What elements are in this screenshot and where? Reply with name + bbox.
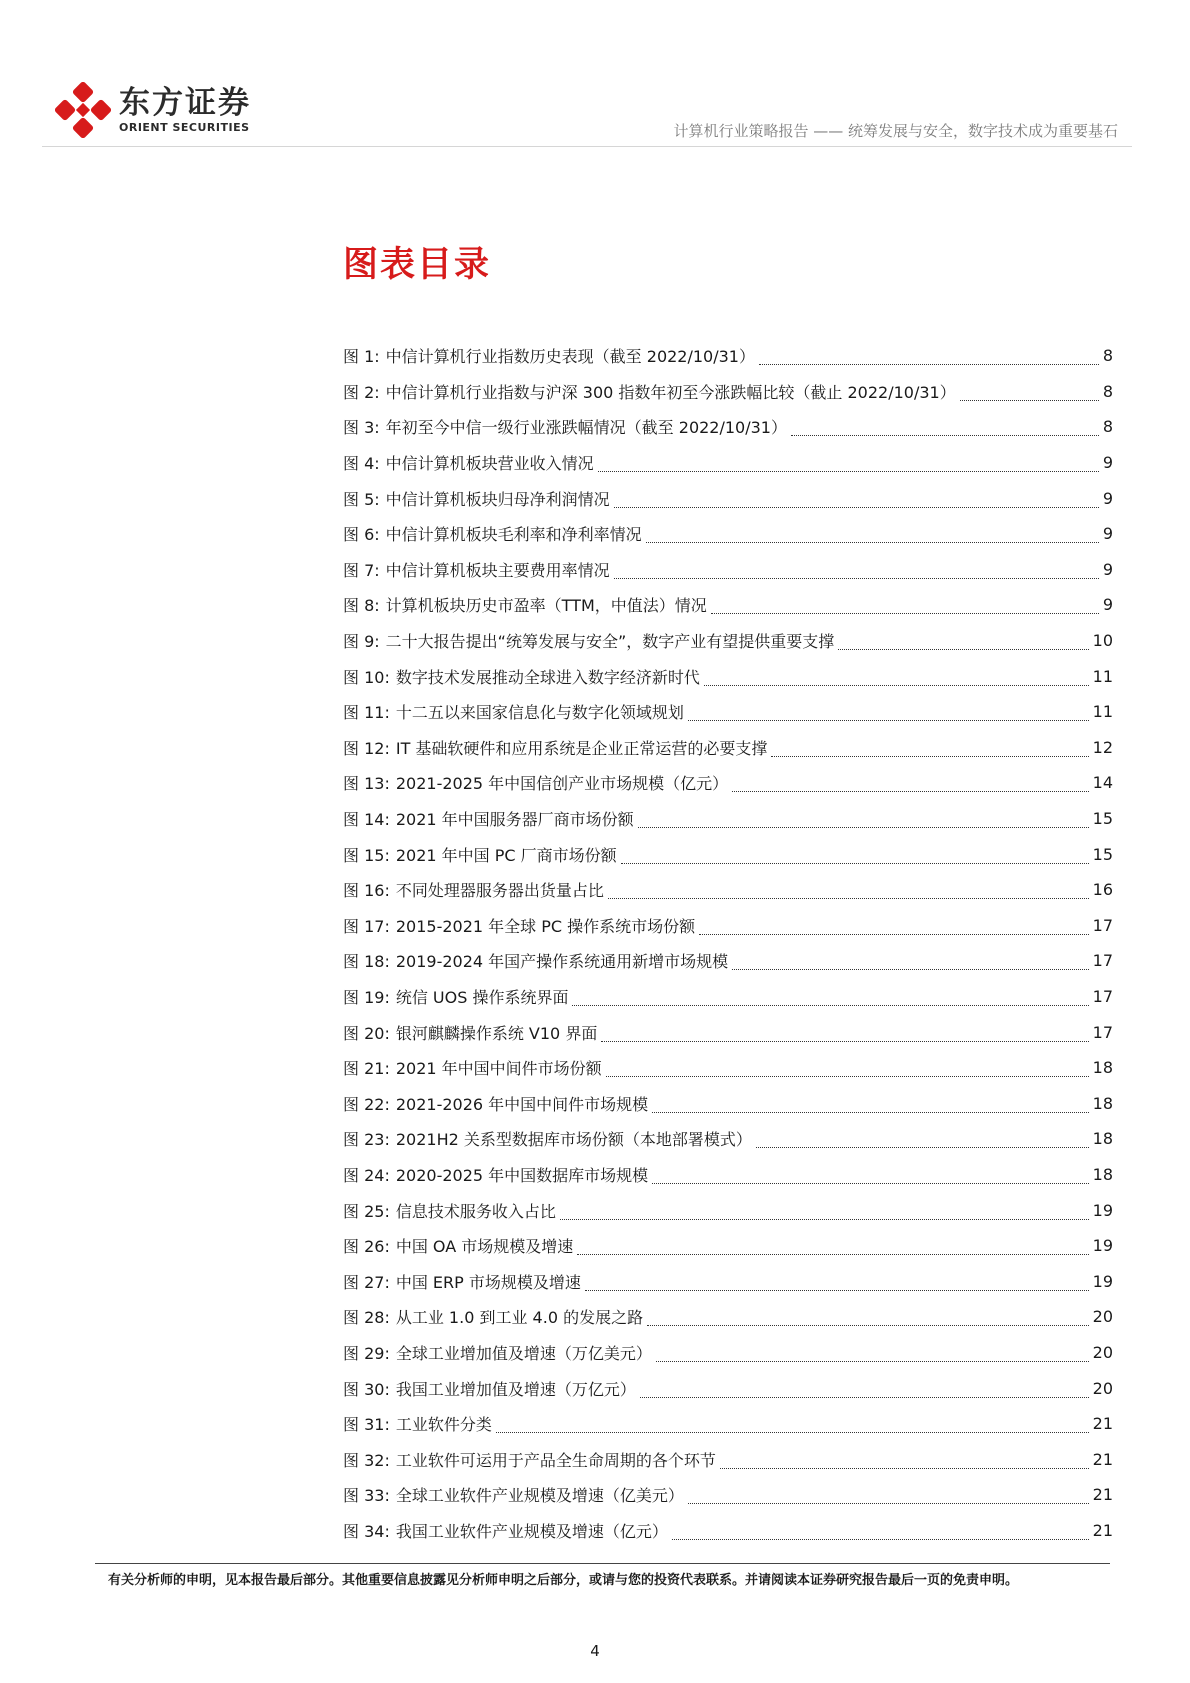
toc-entry-title: 中信计算机板块归母净利润情况 — [385, 489, 610, 509]
toc-leader-dots — [585, 1276, 1089, 1291]
toc-leader-dots — [704, 671, 1089, 686]
toc-entry-title: 2021 年中国中间件市场份额 — [395, 1059, 602, 1079]
toc-entry[interactable] — [343, 552, 1113, 588]
toc-entry-page: 8 — [1102, 346, 1113, 366]
toc-entry-title: 银河麒麟操作系统 V10 界面 — [395, 1023, 598, 1043]
brand-logo — [55, 82, 251, 138]
toc-entry-page: 17 — [1092, 1022, 1113, 1042]
toc-entry-page: 15 — [1092, 844, 1113, 864]
toc-entry-page: 19 — [1092, 1236, 1113, 1256]
toc-leader-dots — [640, 1383, 1089, 1398]
toc-entry-label: 图 22: — [343, 1094, 390, 1114]
toc-entry-page: 9 — [1102, 488, 1113, 508]
toc-leader-dots — [656, 1347, 1089, 1362]
toc-leader-dots — [572, 991, 1088, 1006]
toc-entry-label: 图 20: — [343, 1023, 390, 1043]
toc-entry-title: 2015-2021 年全球 PC 操作系统市场份额 — [395, 916, 696, 936]
brand-name-en: ORIENT SECURITIES — [119, 120, 250, 134]
toc-entry-title: 年初至今中信一级行业涨跌幅情况（截至 2022/10/31） — [385, 418, 787, 438]
toc-entry[interactable] — [343, 658, 1113, 694]
toc-entry[interactable] — [343, 1441, 1113, 1477]
toc-entry-label: 图 5: — [343, 489, 380, 509]
header-divider — [42, 146, 1132, 147]
toc-entry-label: 图 14: — [343, 810, 390, 830]
toc-leader-dots — [711, 599, 1099, 614]
toc-entry-title: 计算机板块历史市盈率（TTM，中值法）情况 — [385, 596, 707, 616]
toc-entry-label: 图 2: — [343, 382, 380, 402]
toc-entry[interactable] — [343, 943, 1113, 979]
toc-entry-label: 图 8: — [343, 596, 380, 616]
toc-entry[interactable] — [343, 338, 1113, 374]
toc-entry-title: 从工业 1.0 到工业 4.0 的发展之路 — [395, 1308, 644, 1328]
toc-entry-page: 9 — [1102, 559, 1113, 579]
orient-logo-icon — [55, 82, 111, 138]
toc-entry-label: 图 3: — [343, 418, 380, 438]
toc-entry[interactable] — [343, 1406, 1113, 1442]
toc-entry-label: 图 21: — [343, 1059, 390, 1079]
toc-leader-dots — [732, 777, 1088, 792]
toc-entry[interactable] — [343, 480, 1113, 516]
toc-entry[interactable] — [343, 872, 1113, 908]
toc-entry-title: 全球工业增加值及增速（万亿美元） — [395, 1343, 652, 1363]
toc-entry-page: 8 — [1102, 417, 1113, 437]
toc-entry[interactable] — [343, 1192, 1113, 1228]
toc-entry-label: 图 26: — [343, 1237, 390, 1257]
toc-entry-page: 18 — [1092, 1129, 1113, 1149]
toc-entry[interactable] — [343, 1513, 1113, 1549]
toc-leader-dots — [560, 1205, 1089, 1220]
toc-entry-title: 2021 年中国服务器厂商市场份额 — [395, 810, 634, 830]
toc-entry-title: 全球工业软件产业规模及增速（亿美元） — [395, 1486, 684, 1506]
toc-entry-title: 我国工业增加值及增速（万亿元） — [395, 1379, 636, 1399]
toc-entry[interactable] — [343, 516, 1113, 552]
toc-entry-page: 19 — [1092, 1200, 1113, 1220]
toc-entry-page: 17 — [1092, 915, 1113, 935]
toc-leader-dots — [771, 742, 1088, 757]
toc-entry[interactable] — [343, 1370, 1113, 1406]
toc-leader-dots — [688, 706, 1089, 721]
toc-entry[interactable] — [343, 1228, 1113, 1264]
toc-entry-page: 20 — [1092, 1378, 1113, 1398]
toc-leader-dots — [601, 1027, 1088, 1042]
toc-entry-label: 图 15: — [343, 845, 390, 865]
toc-leader-dots — [652, 1098, 1088, 1113]
toc-entry[interactable] — [343, 409, 1113, 445]
table-of-figures — [343, 338, 1113, 1548]
toc-entry[interactable] — [343, 730, 1113, 766]
toc-entry-label: 图 31: — [343, 1415, 390, 1435]
toc-entry[interactable] — [343, 979, 1113, 1015]
toc-leader-dots — [672, 1525, 1089, 1540]
toc-entry-label: 图 7: — [343, 560, 380, 580]
toc-entry[interactable] — [343, 836, 1113, 872]
toc-entry-label: 图 12: — [343, 738, 390, 758]
toc-leader-dots — [614, 564, 1099, 579]
toc-entry-page: 17 — [1092, 986, 1113, 1006]
toc-entry-page: 11 — [1092, 666, 1113, 686]
toc-entry[interactable] — [343, 1014, 1113, 1050]
toc-entry-page: 10 — [1092, 631, 1113, 651]
toc-leader-dots — [646, 528, 1099, 543]
toc-entry-label: 图 25: — [343, 1201, 390, 1221]
toc-entry-page: 15 — [1092, 809, 1113, 829]
toc-entry-title: 2020-2025 年中国数据库市场规模 — [395, 1165, 649, 1185]
toc-entry-title: 2021-2026 年中国中间件市场规模 — [395, 1094, 649, 1114]
toc-leader-dots — [652, 1169, 1088, 1184]
toc-entry-label: 图 6: — [343, 525, 380, 545]
toc-entry[interactable] — [343, 374, 1113, 410]
toc-leader-dots — [496, 1418, 1089, 1433]
toc-entry-label: 图 11: — [343, 703, 390, 723]
toc-entry-title: 2021-2025 年中国信创产业市场规模（亿元） — [395, 774, 729, 794]
brand-name-cn: 东方证券 — [119, 84, 251, 121]
toc-entry-page: 21 — [1092, 1485, 1113, 1505]
toc-leader-dots — [621, 849, 1089, 864]
toc-leader-dots — [699, 920, 1089, 935]
toc-entry-label: 图 24: — [343, 1165, 390, 1185]
toc-entry-label: 图 27: — [343, 1272, 390, 1292]
toc-leader-dots — [720, 1454, 1089, 1469]
footer-divider — [95, 1563, 1110, 1564]
toc-entry-title: 2021H2 关系型数据库市场份额（本地部署模式） — [395, 1130, 752, 1150]
report-header-title: 计算机行业策略报告 —— 统筹发展与安全，数字技术成为重要基石 — [673, 122, 1118, 140]
toc-entry-title: 2019-2024 年国产操作系统通用新增市场规模 — [395, 952, 729, 972]
toc-leader-dots — [614, 493, 1099, 508]
toc-entry[interactable] — [343, 1085, 1113, 1121]
toc-leader-dots — [606, 1062, 1089, 1077]
toc-entry-label: 图 1: — [343, 347, 380, 367]
toc-entry-page: 14 — [1092, 773, 1113, 793]
toc-leader-dots — [608, 884, 1089, 899]
toc-entry-title: 数字技术发展推动全球进入数字经济新时代 — [395, 667, 700, 687]
toc-leader-dots — [960, 386, 1099, 401]
toc-entry-page: 18 — [1092, 1058, 1113, 1078]
toc-leader-dots — [577, 1240, 1088, 1255]
toc-entry[interactable] — [343, 445, 1113, 481]
toc-entry-title: 2021 年中国 PC 厂商市场份额 — [395, 845, 617, 865]
toc-entry-page: 18 — [1092, 1164, 1113, 1184]
toc-entry[interactable] — [343, 1121, 1113, 1157]
toc-entry-label: 图 32: — [343, 1450, 390, 1470]
toc-entry-page: 21 — [1092, 1520, 1113, 1540]
toc-leader-dots — [756, 1133, 1089, 1148]
toc-entry-label: 图 17: — [343, 916, 390, 936]
toc-entry-label: 图 16: — [343, 881, 390, 901]
toc-entry-page: 19 — [1092, 1271, 1113, 1291]
toc-entry-title: 中信计算机板块营业收入情况 — [385, 454, 594, 474]
toc-leader-dots — [638, 813, 1089, 828]
toc-entry[interactable] — [343, 1477, 1113, 1513]
toc-entry-label: 图 34: — [343, 1521, 390, 1541]
toc-entry[interactable] — [343, 1335, 1113, 1371]
toc-entry-label: 图 10: — [343, 667, 390, 687]
toc-entry[interactable] — [343, 1157, 1113, 1193]
toc-entry-title: 十二五以来国家信息化与数字化领域规划 — [395, 703, 684, 723]
toc-leader-dots — [647, 1311, 1089, 1326]
toc-entry-label: 图 28: — [343, 1308, 390, 1328]
toc-entry-page: 18 — [1092, 1093, 1113, 1113]
toc-entry[interactable] — [343, 694, 1113, 730]
toc-entry-label: 图 33: — [343, 1486, 390, 1506]
toc-entry[interactable] — [343, 1299, 1113, 1335]
toc-entry[interactable] — [343, 908, 1113, 944]
toc-entry[interactable] — [343, 1050, 1113, 1086]
toc-entry[interactable] — [343, 587, 1113, 623]
toc-entry-page: 21 — [1092, 1449, 1113, 1469]
toc-leader-dots — [732, 955, 1088, 970]
toc-entry-title: 不同处理器服务器出货量占比 — [395, 881, 604, 901]
toc-entry-page: 9 — [1102, 453, 1113, 473]
toc-leader-dots — [688, 1489, 1089, 1504]
toc-entry-label: 图 19: — [343, 987, 390, 1007]
toc-entry-page: 17 — [1092, 951, 1113, 971]
toc-entry-title: 统信 UOS 操作系统界面 — [395, 987, 569, 1007]
toc-entry-label: 图 4: — [343, 454, 380, 474]
toc-entry-page: 16 — [1092, 880, 1113, 900]
toc-entry-page: 9 — [1102, 595, 1113, 615]
toc-entry-label: 图 18: — [343, 952, 390, 972]
toc-entry-label: 图 13: — [343, 774, 390, 794]
toc-entry-title: IT 基础软硬件和应用系统是企业正常运营的必要支撑 — [395, 738, 768, 758]
toc-entry-label: 图 23: — [343, 1130, 390, 1150]
toc-leader-dots — [759, 350, 1099, 365]
toc-leader-dots — [791, 421, 1099, 436]
toc-entry-label: 图 29: — [343, 1343, 390, 1363]
toc-entry-page: 11 — [1092, 702, 1113, 722]
toc-entry-page: 8 — [1102, 381, 1113, 401]
footer-disclaimer: 有关分析师的申明，见本报告最后部分。其他重要信息披露见分析师申明之后部分，或请与您的投资代表联系。并请阅读本证券研究报告最后一页的免责申明。 — [108, 1573, 1019, 1588]
toc-entry[interactable] — [343, 1263, 1113, 1299]
toc-entry-label: 图 9: — [343, 632, 380, 652]
toc-leader-dots — [598, 457, 1099, 472]
page-number: 4 — [590, 1642, 600, 1660]
toc-entry-title: 我国工业软件产业规模及增速（亿元） — [395, 1521, 668, 1541]
toc-entry-title: 中国 OA 市场规模及增速 — [395, 1237, 574, 1257]
toc-entry-title: 中信计算机行业指数历史表现（截至 2022/10/31） — [385, 347, 755, 367]
toc-entry-title: 中信计算机板块毛利率和净利率情况 — [385, 525, 642, 545]
toc-entry-title: 中信计算机板块主要费用率情况 — [385, 560, 610, 580]
toc-entry-page: 20 — [1092, 1342, 1113, 1362]
toc-entry-label: 图 30: — [343, 1379, 390, 1399]
toc-entry-title: 中信计算机行业指数与沪深 300 指数年初至今涨跌幅比较（截止 2022/10/31） — [385, 382, 956, 402]
toc-entry-title: 工业软件可运用于产品全生命周期的各个环节 — [395, 1450, 716, 1470]
toc-entry[interactable] — [343, 801, 1113, 837]
toc-entry-page: 20 — [1092, 1307, 1113, 1327]
toc-entry-page: 9 — [1102, 524, 1113, 544]
page-title: 图表目录 — [343, 245, 492, 285]
toc-entry-title: 二十大报告提出“统筹发展与安全”，数字产业有望提供重要支撑 — [385, 632, 835, 652]
toc-entry-title: 信息技术服务收入占比 — [395, 1201, 556, 1221]
toc-entry-title: 工业软件分类 — [395, 1415, 492, 1435]
toc-entry[interactable] — [343, 623, 1113, 659]
toc-entry[interactable] — [343, 765, 1113, 801]
toc-leader-dots — [838, 635, 1088, 650]
toc-entry-page: 21 — [1092, 1414, 1113, 1434]
toc-entry-page: 12 — [1092, 737, 1113, 757]
toc-entry-title: 中国 ERP 市场规模及增速 — [395, 1272, 581, 1292]
